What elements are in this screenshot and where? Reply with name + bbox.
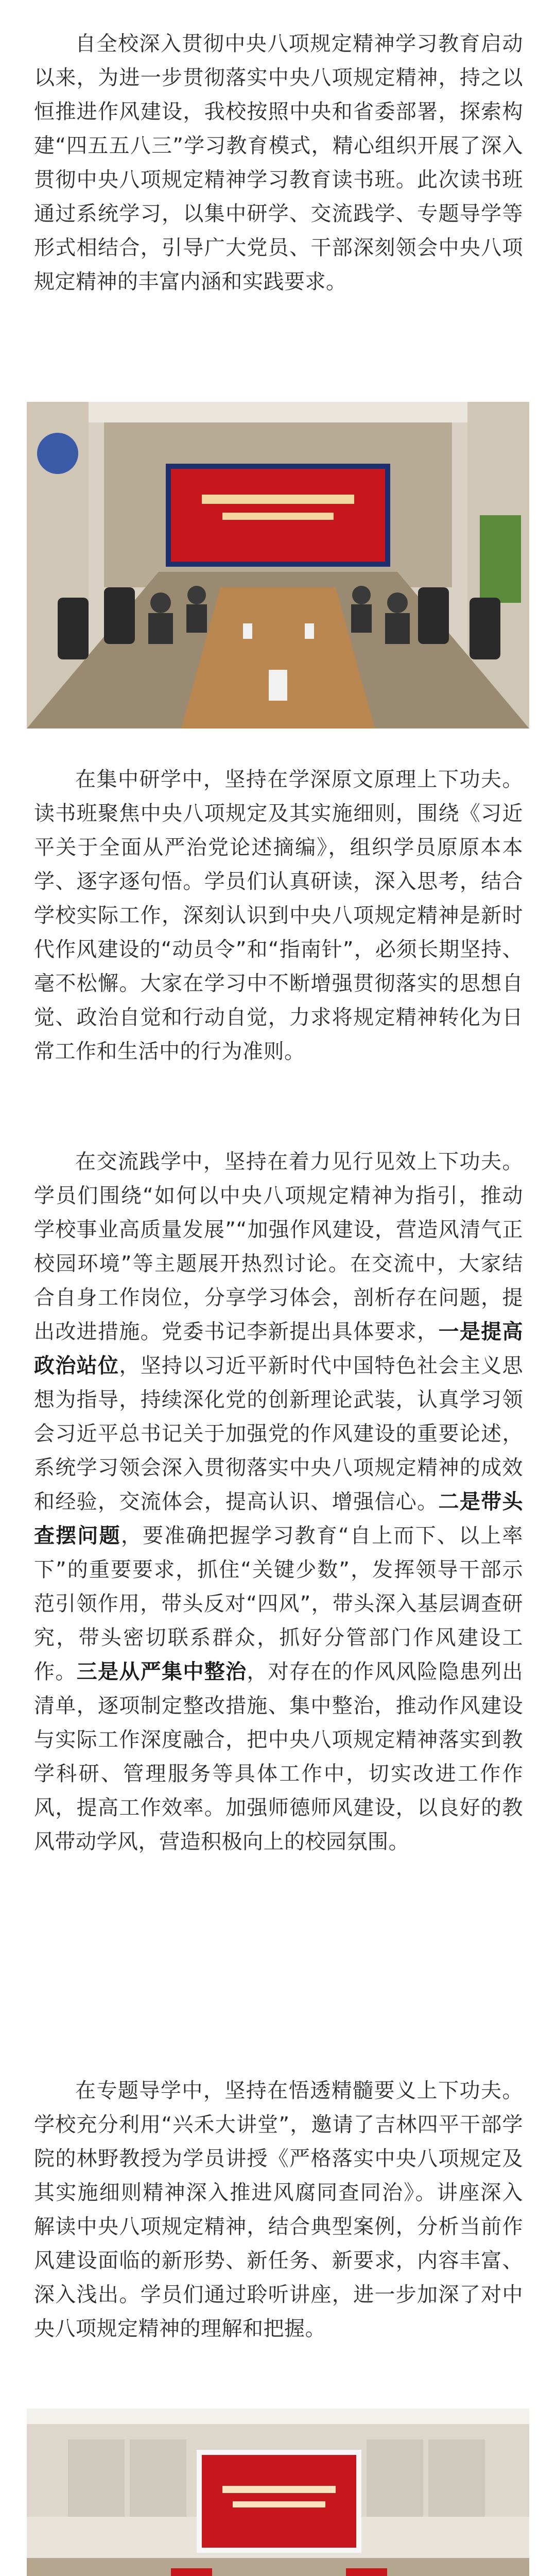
point-two-heading: 二是带头查摆问题 — [34, 1490, 524, 1548]
point-one-heading: 一是提高政治站位 — [34, 1320, 524, 1378]
lecture-section-paragraph: 在专题导学中，坚持在悟透精髓要义上下功夫。学校充分利用“兴禾大讲堂”，邀请了吉林四平干部学院的林野教授为学员讲授《严格落实中央八项规定及其实施细则精神深入推进风腐同查同治》。讲座深入解读中央八项规定精神，结合典型案例，分析当前作风建设面临的新形势、新任务、新要求，内容丰富、深入浅出。学员们通过聆听讲座，进一步加深了对中央八项规定精神的理解和把握。 — [34, 2079, 523, 2341]
exchange-text-2: ，坚持以习近平新时代中国特色社会主义思想为指导，持续深化党的创新理论武装，认真学习领会习近平总书记关于加强党的作风建设的重要论述，系统学习领会深入贯彻落实中央八项规定精神的成效和经验，交流体会，提高认识、增强信心。 — [34, 1354, 524, 1514]
exchange-text-3: ，要准确把握学习教育“自上而下、以上率下”的重要要求，抓住“关键少数”，发挥领导干部示范引领作用，带头反对“四风”，带头深入基层调查研究，带头密切联系群众，抓好分管部门作风建设工作。 — [34, 1524, 523, 1684]
meeting-room-photo — [27, 402, 529, 728]
exchange-text-1: 在交流践学中，坚持在着力见行见效上下功夫。学员们围绕“如何以中央八项规定精神为指引，推动学校事业高质量发展”“加强作风建设，营造风清气正校园环境”等主题展开热烈讨论。在交流中，大家结合自身工作岗位，分享学习体会，剖析存在问题，提出改进措施。党委书记李新提出具体要求， — [34, 1150, 523, 1344]
exchange-section-paragraph — [34, 1145, 523, 1859]
intro-paragraph: 自全校深入贯彻中央八项规定精神学习教育启动以来，为进一步贯彻落实中央八项规定精神，持之以恒推进作风建设，我校按照中央和省委部署，探索构建“四五五八三”学习教育模式，精心组织开展了深入贯彻中央八项规定精神学习教育读书班。此次读书班通过系统学习，以集中研学、交流践学、专题导学等形式相结合，引导广大党员、干部深刻领会中央八项规定精神的丰富内涵和实践要求。 — [34, 32, 523, 294]
exchange-text-4: ，对存在的作风风险隐患列出清单，逐项制定整改措施、集中整治，推动作风建设与实际工作深度融合，把中央八项规定精神落实到教学科研、管理服务等具体工作中，切实改进工作作风，提高工作效率。加强师德师风建设，以良好的教风带动学风，营造积极向上的校园氛围。 — [34, 1660, 524, 1854]
study-section-paragraph: 在集中研学中，坚持在学深原文原理上下功夫。读书班聚焦中央八项规定及其实施细则，围绕《习近平关于全面从严治党论述摘编》，组织学员原原本本学、逐字逐句悟。学员们认真研读，深入思考，结合学校实际工作，深刻认识到中央八项规定精神是新时代作风建设的“动员令”和“指南针”，必须长期坚持、毫不松懈。大家在学习中不断增强贯彻落实的思想自觉、政治自觉和行动自觉，力求将规定精神转化为日常工作和生活中的行为准则。 — [34, 768, 523, 1063]
point-three-heading: 三是从严集中整治 — [76, 1660, 247, 1684]
lecture-hall-photo — [27, 2409, 529, 2576]
